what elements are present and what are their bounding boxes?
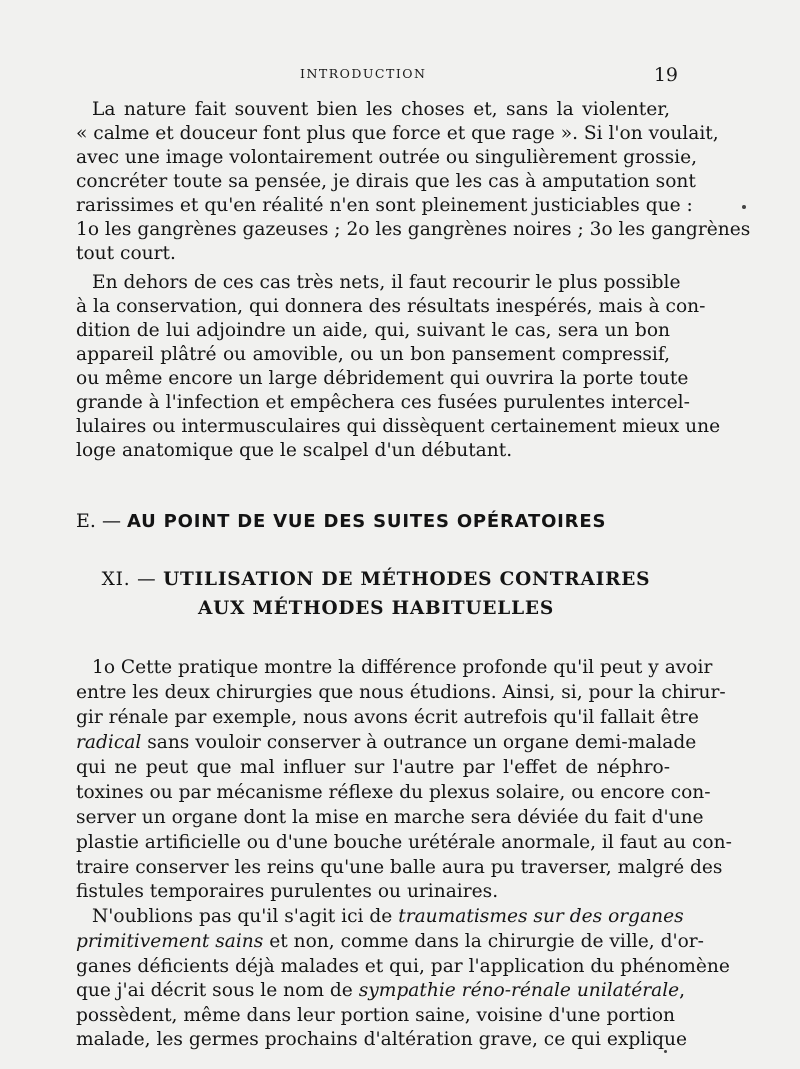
paragraph-3-line: qui ne peut que mal influer sur l'autre par l'effet de néphro- (76, 757, 670, 778)
section-xi-title-1: UTILISATION DE MÉTHODES CONTRAIRES (163, 569, 651, 590)
paragraph-1-line: rarissimes et qu'en réalité n'en sont pleinement justiciables que : (76, 195, 693, 216)
paragraph-3-line: traire conserver les reins qu'une balle aura pu traverser, malgré des (76, 857, 723, 878)
paragraph-3-line-rest: sans vouloir conserver à outrance un organe demi-malade (141, 732, 697, 753)
paragraph-1-line: tout court. (76, 243, 176, 264)
paragraph-3-line: plastie artificielle ou d'une bouche urétérale anormale, il faut au con- (76, 832, 732, 853)
paragraph-3-line (76, 730, 697, 756)
paragraph-3-line: server un organe dont la mise en marche sera déviée du fait d'une (76, 807, 704, 828)
paragraph-1-line: avec une image volontairement outrée ou singulièrement grossie, (76, 147, 698, 168)
paragraph-4-line (92, 904, 684, 930)
paragraph-1-line: 1o les gangrènes gazeuses ; 2o les gangrènes noires ; 3o les gangrènes (76, 219, 751, 240)
section-e-title: AU POINT DE VUE DES SUITES OPÉRATOIRES (127, 511, 607, 532)
section-xi-title-2: AUX MÉTHODES HABITUELLES (198, 598, 554, 619)
paragraph-2-line: lulaires ou intermusculaires qui dissèquent certainement mieux une (76, 416, 721, 437)
p4-l2-text: et non, comme dans la chirurgie de ville, d'or- (263, 931, 704, 952)
running-head (0, 66, 800, 86)
section-xi-number: XI. — (101, 569, 164, 590)
paragraph-2-line: grande à l'infection et empêchera ces fusées purulentes intercel- (76, 392, 690, 413)
paragraph-2-line: dition de lui adjoindre un aide, qui, suivant le cas, sera un bon (76, 320, 670, 341)
page-number: 19 (653, 64, 678, 86)
emphasis-sympathie: sympathie réno-rénale unilatérale (358, 980, 680, 1001)
emphasis-radical: radical (76, 732, 142, 753)
emphasis-traumatismes: traumatismes sur des organes (398, 906, 684, 927)
paragraph-1-line: La nature fait souvent bien les choses et, sans la violenter, (92, 99, 670, 120)
section-e-prefix: E. — (76, 510, 127, 532)
paragraph-4-line (76, 929, 704, 955)
section-xi-heading-line-1 (76, 569, 676, 590)
section-xi-heading-line-2 (76, 598, 676, 619)
paragraph-3-line: toxines ou par mécanisme réflexe du plexus solaire, ou encore con- (76, 782, 711, 803)
paragraph-2-line: En dehors de ces cas très nets, il faut recourir le plus possible (92, 272, 681, 293)
paragraph-2-line: appareil plâtré ou amovible, ou un bon pansement compressif, (76, 344, 670, 365)
paragraph-1-line: « calme et douceur font plus que force et que rage ». Si l'on voulait, (76, 123, 719, 144)
paragraph-2-line: ou même encore un large débridement qui ouvrira la porte toute (76, 368, 689, 389)
p4-l4-text: que j'ai décrit sous le nom de (76, 980, 359, 1001)
paragraph-2-line: à la conservation, qui donnera des résultats inespérés, mais à con- (76, 296, 706, 317)
section-e-heading (76, 510, 676, 540)
p4-l1-text: N'oublions pas qu'il s'agit ici de (92, 906, 399, 927)
paragraph-3-line: entre les deux chirurgies que nous étudions. Ainsi, si, pour la chirur- (76, 682, 726, 703)
paragraph-1-line: concréter toute sa pensée, je dirais que les cas à amputation sont (76, 171, 696, 192)
print-speck (664, 1050, 667, 1053)
paragraph-4-line (76, 978, 686, 1004)
paragraph-4-line: malade, les germes prochains d'altération grave, ce qui explique (76, 1029, 688, 1050)
p4-l4-comma: , (679, 980, 686, 1001)
paragraph-2-line: loge anatomique que le scalpel d'un débutant. (76, 440, 513, 461)
paragraph-4-line: ganes déficients déjà malades et qui, par l'application du phénomène (76, 956, 730, 977)
emphasis-primitivement-sains: primitivement sains (76, 931, 264, 952)
running-title: INTRODUCTION (300, 66, 427, 81)
paragraph-3-line: 1o Cette pratique montre la différence profonde qu'il peut y avoir (92, 657, 713, 678)
paragraph-3-line: gir rénale par exemple, nous avons écrit autrefois qu'il fallait être (76, 707, 699, 728)
paragraph-3-line: fistules temporaires purulentes ou urinaires. (76, 881, 499, 902)
print-speck (742, 205, 746, 209)
paragraph-4-line: possèdent, même dans leur portion saine, voisine d'une portion (76, 1005, 676, 1026)
